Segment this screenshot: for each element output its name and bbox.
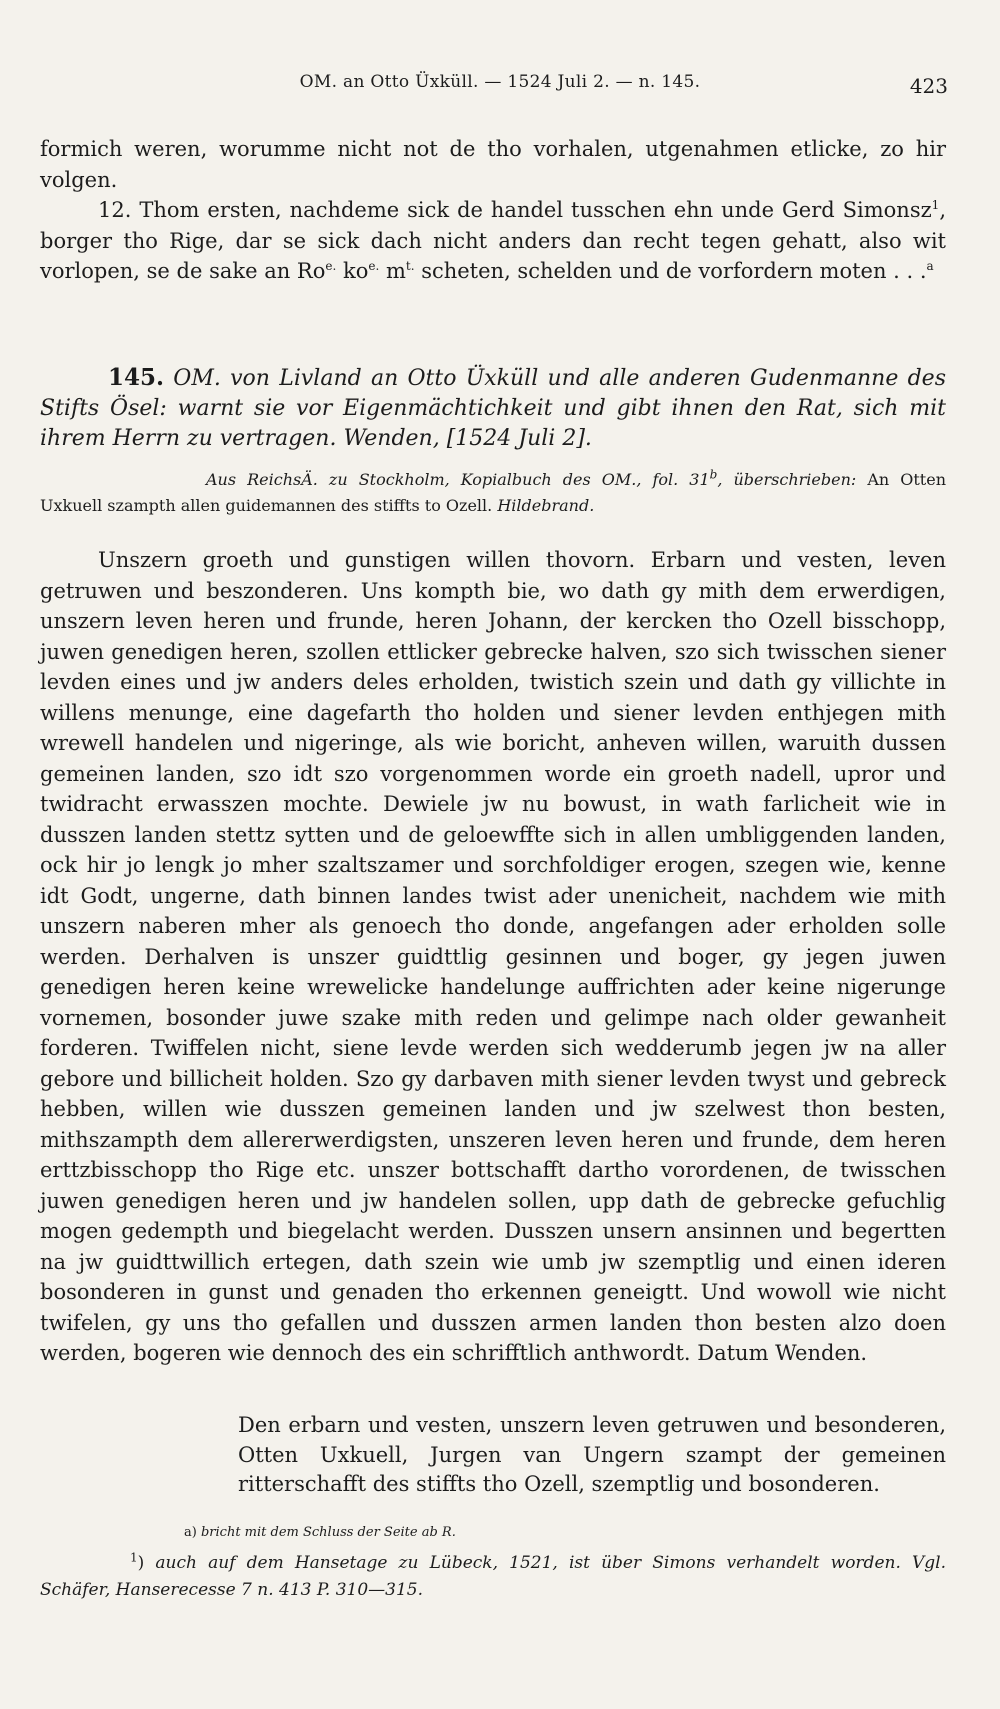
- source-editor: Hildebrand.: [497, 496, 595, 515]
- running-head: OM. an Otto Üxküll. — 1524 Juli 2. — n. 145.: [299, 72, 701, 92]
- footnote-a: a) bricht mit dem Schluss der Seite ab R.: [184, 1525, 456, 1540]
- page-header: [0, 72, 1000, 102]
- source-note: Aus ReichsÄ. zu Stockholm, Kopialbuch des OM., fol. 31$^b$, überschrieben: An Otten Uxkuell szampth allen guidemannen des stiffts to Ozell. Hildebrand.: [40, 467, 947, 515]
- footnote-1: $^1$) auch auf dem Hansetage zu Lübeck, 1521, ist über Simons verhandelt worden. Vgl. Schäfer, Hanserecesse 7 n. 413 P. 310—315.: [40, 1550, 946, 1600]
- page-number: 423: [909, 74, 948, 98]
- previous-document-continuation: [40, 134, 946, 287]
- source-citation: Aus ReichsÄ. zu Stockholm, Kopialbuch des OM., fol. 31: [206, 470, 710, 489]
- letter-address: Den erbarn und vesten, unszern leven getruwen und besonderen, Otten Uxkuell, Jurgen van Ungern szampt der gemeinen ritterschafft des stiffts tho Ozell, szemptlig und bosonderen.: [238, 1413, 946, 1496]
- regest-text: OM. von Livland an Otto Üxküll und alle anderen Gudenmanne des Stifts Ösel: warnt sie vor Eigenmächtichkeit und gibt ihnen den Rat, sich mit ihrem Herrn zu vertragen. Wenden, [1524 Juli 2].: [40, 366, 946, 451]
- footnote-ref-1: 1: [931, 198, 940, 212]
- document-number: 145.: [108, 364, 165, 391]
- document-regest: [40, 363, 946, 454]
- paragraph-12: 12. Thom ersten, nachdeme sick de handel tusschen ehn unde Gerd Simonsz$^1$, borger tho Rige, dar se sick dach nicht anders dan recht tegen gehatt, also wit vorlopen, se de sake an $Ro^{e.}$ $ko^{e.}$ $m^{t.}$ scheten, schelden und de vorfordern moten . . .$^a$: [40, 198, 946, 283]
- continuation-line: formich weren, worumme nicht not de tho vorhalen, utgenahmen etlicke, zo hir volgen.: [40, 137, 946, 192]
- footnote-ref-a: a: [926, 259, 934, 273]
- letter-paragraph: Unszern groeth und gunstigen willen thovorn. Erbarn und vesten, leven getruwen und beszonderen. Uns kompth bie, wo dath gy mith dem erwerdigen, unszern leven heren und frunde, heren Johann, der kercken tho Ozell bisschopp, juwen genedigen heren, szollen ettlicker gebrecke halven, szo sich twisschen siener levden eines und jw anders deles erholden, twistich szein und dath gy villichte in willens menunge, eine dagefarth tho holden und siener levden enthjegen mith wrewell handelen und nigeringe, als wie boricht, anheven willen, waruith dussen gemeinen landen, szo idt szo vorgenommen worde ein groeth nadell, upror und twidracht erwasszen mochte. Dewiele jw nu bowust, in wath farlicheit wie in dusszen landen stettz sytten und de geloewffte sich in allen umbliggenden landen, ock hir jo lengk jo mher szaltszamer und sorchfoldiger erogen, szegen wie, kenne idt Godt, ungerne, dath binnen landes twist ader unenicheit, nachdem wie mith unszern naberen mher als genoech tho donde, angefangen ader erholden solle werden. Derhalven is unszer guidttlig gesinnen und boger, gy jegen juwen genedigen heren keine wrewelicke handelunge auffrichten ader keine nigerunge vornemen, bosonder juwe szake mith reden und gelimpe nach older gewanheit forderen. Twiffelen nicht, siene levde werden sich wedderumb jegen jw na aller gebore und billicheit holden. Szo gy darbaven mith siener levden twyst und gebreck hebben, willen wie dusszen gemeinen landen und jw szelwest thon besten, mithszampth dem allererwerdigsten, unszeren leven heren und frunde, dem heren erttzbisschopp tho Rige etc. unszer bottschafft dartho vorordenen, de twisschen juwen genedigen heren und jw handelen sollen, upp dath de gebrecke gefuchlig mogen gedempth und biegelacht werden. Dusszen unsern ansinnen und begertten na jw guidttwillich ertegen, dath szein wie umb jw szemptlig und einen ideren bosonderen in gunst und genaden tho erkennen geneigtt. Und wowoll wie nicht twifelen, gy uns tho gefallen und dusszen armen landen thon besten alzo doen werden, bogeren wie dennoch des ein schrifftlich anthwordt. Datum Wenden.: [40, 548, 946, 1365]
- source-quote: An Otten Uxkuell szampth allen guidemannen des stiffts to Ozell.: [40, 470, 947, 515]
- letter-body: [40, 545, 946, 1369]
